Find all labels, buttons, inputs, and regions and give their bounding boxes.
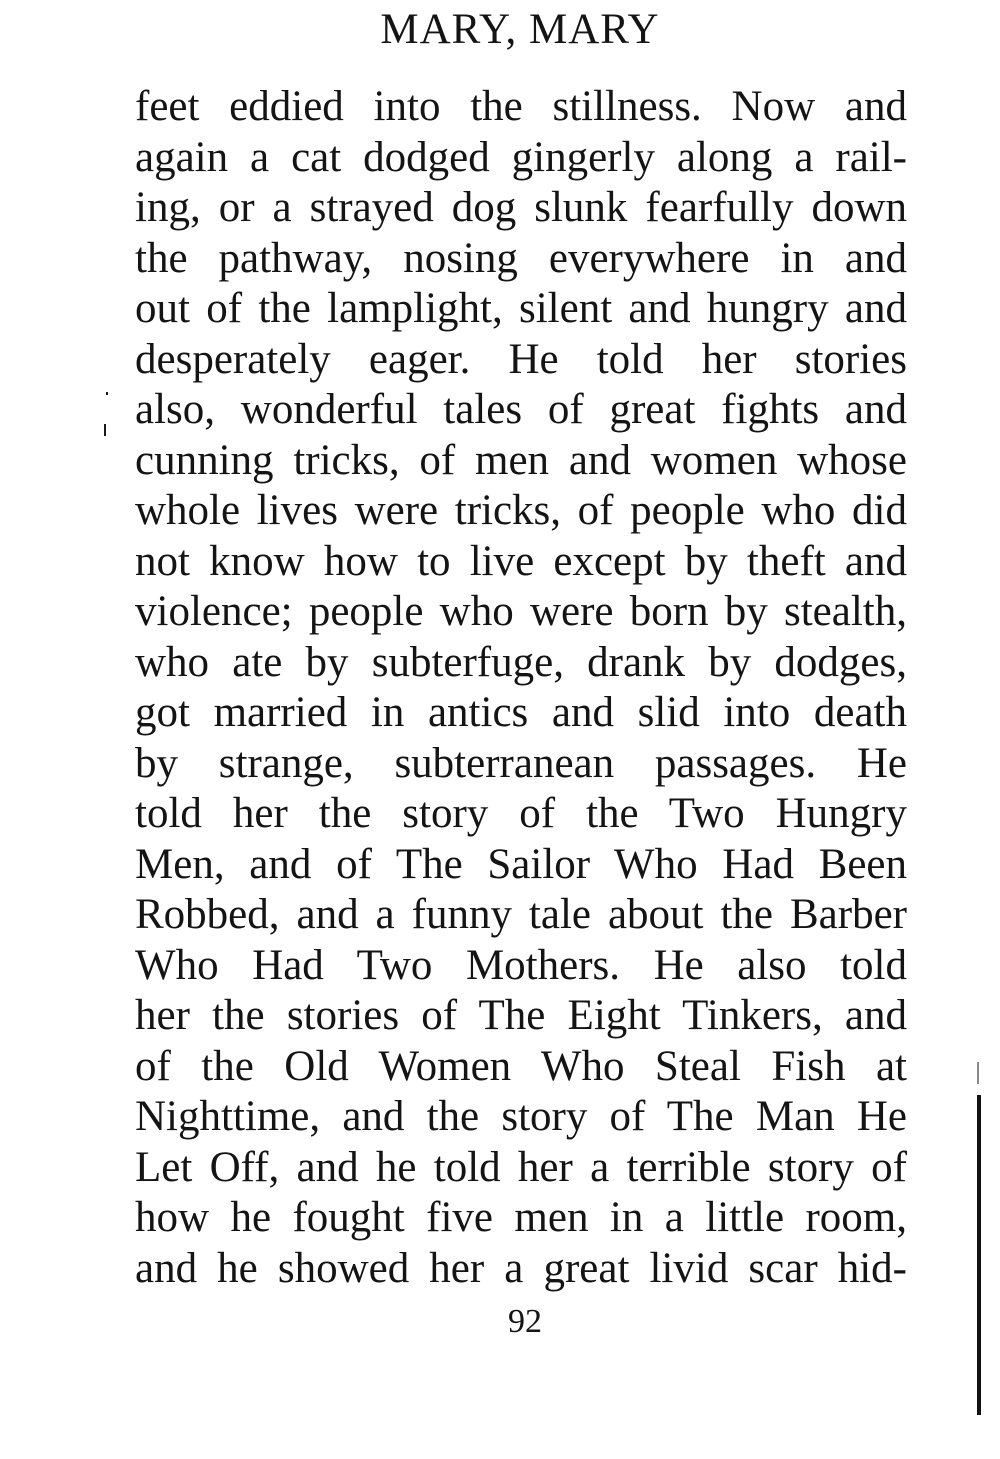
text-line: Men, and of The Sailor Who Had Been <box>135 840 907 888</box>
margin-speck <box>104 424 106 436</box>
text-line: cunning tricks, of men and women whose <box>135 436 907 484</box>
text-line: also, wonderful tales of great fights and <box>135 386 907 433</box>
text-line: told her the story of the Two Hungry <box>135 790 907 837</box>
text-line: her the stories of The Eight Tinkers, and <box>135 992 907 1039</box>
page-number: 92 <box>508 1303 542 1340</box>
text-line: feet eddied into the stillness. Now and <box>135 83 907 130</box>
text-line: violence; people who were born by stealth, <box>135 588 907 635</box>
text-line: of the Old Women Who Steal Fish at <box>135 1042 907 1090</box>
text-line: Let Off, and he told her a terrible story of <box>135 1143 907 1191</box>
body-text <box>135 82 907 1294</box>
running-head: MARY, MARY <box>380 6 660 53</box>
text-line: by strange, subterranean passages. He <box>135 739 907 787</box>
text-line: not know how to live except by theft and <box>135 537 907 585</box>
margin-speck <box>106 392 108 395</box>
text-line: Robbed, and a funny tale about the Barber <box>135 891 907 938</box>
text-line: who ate by subterfuge, drank by dodges, <box>135 638 907 686</box>
text-line: whole lives were tricks, of people who did <box>135 487 907 534</box>
text-line: ing, or a strayed dog slunk fearfully down <box>135 184 907 231</box>
text-line: how he fought five men in a little room, <box>135 1194 907 1241</box>
text-line: out of the lamplight, silent and hungry and <box>135 285 907 332</box>
scan-edge-rule <box>977 1095 981 1415</box>
text-line: got married in antics and slid into death <box>135 689 907 736</box>
scan-edge-rule <box>977 1062 979 1084</box>
text-line: Who Had Two Mothers. He also told <box>135 941 907 989</box>
text-line: the pathway, nosing everywhere in and <box>135 234 907 282</box>
text-line: again a cat dodged gingerly along a rail- <box>135 133 907 181</box>
text-line: desperately eager. He told her stories <box>135 335 907 383</box>
text-line: and he showed her a great livid scar hid- <box>135 1244 907 1292</box>
text-line: Nighttime, and the story of The Man He <box>135 1093 907 1140</box>
